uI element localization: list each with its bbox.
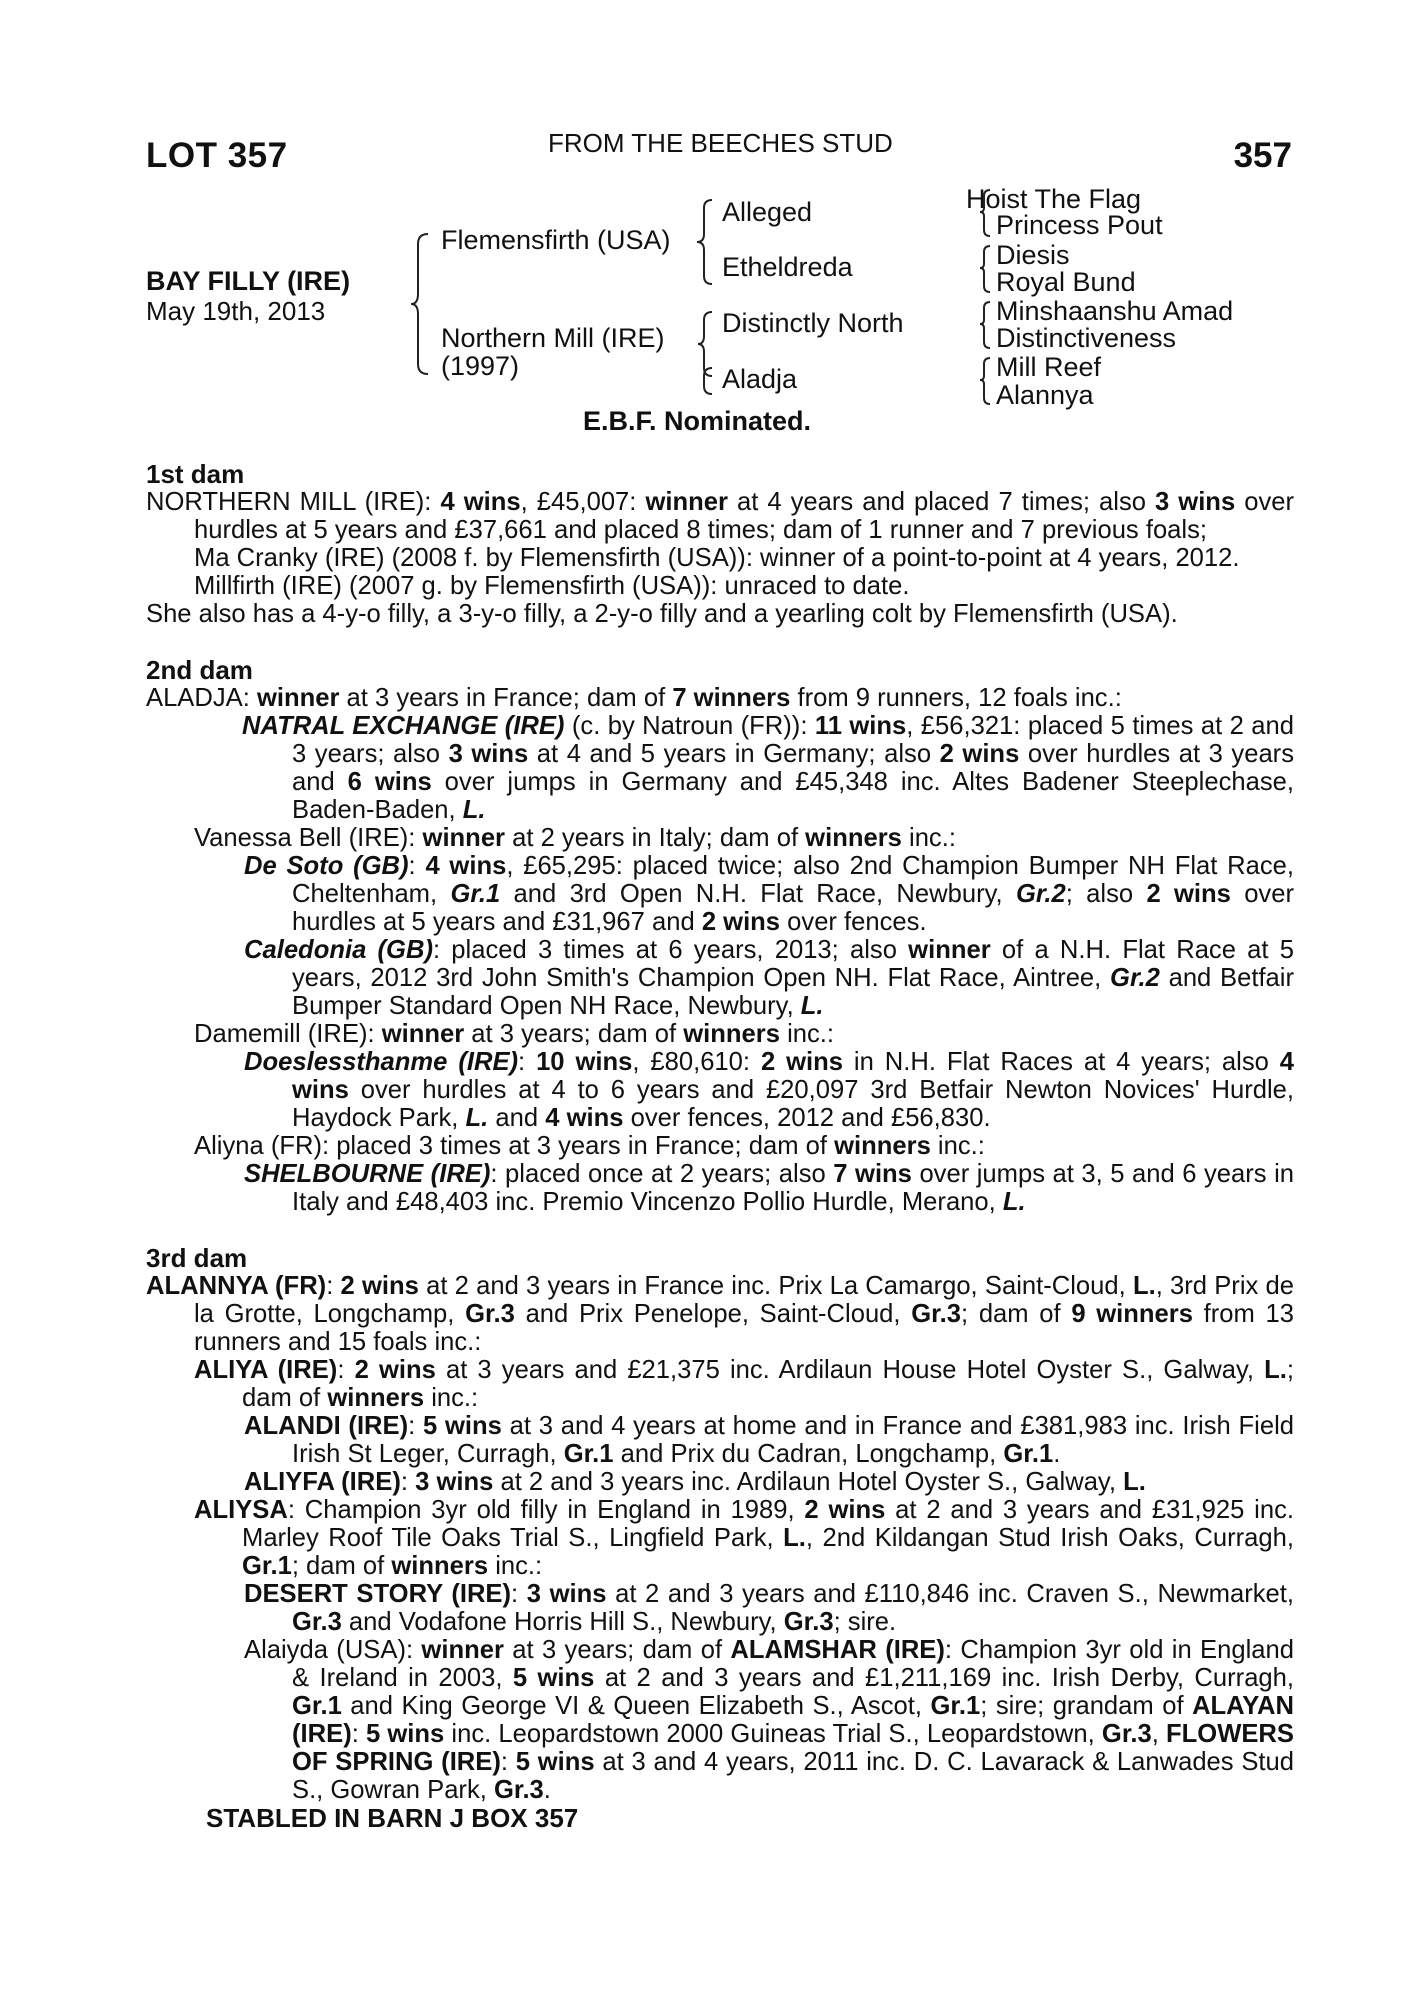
record-paragraph: ALANNYA (FR): 2 wins at 2 and 3 years in France inc. Prix La Camargo, Saint-Cloud, L., 3rd Prix de la Grotte, Longchamp, Gr.3 and Prix Penelope, Saint-Cloud, Gr.3; dam of 9 winners from 13 runners and 15 foals inc.: (146, 1272, 1294, 1356)
record-paragraph: ALIYFA (IRE): 3 wins at 2 and 3 years inc. Ardilaun Hotel Oyster S., Galway, L. (244, 1468, 1146, 1496)
great-grandparent: Princess Pout (996, 210, 1163, 240)
great-grandparent: Hoist The Flag (966, 184, 1142, 214)
great-grandparent: Royal Bund (996, 267, 1136, 297)
ebf-nomination: E.B.F. Nominated. (583, 406, 812, 436)
foaling-date: May 19th, 2013 (146, 296, 326, 326)
granddam-dam: Aladja (722, 364, 798, 394)
great-grandparent: Distinctiveness (996, 323, 1177, 353)
race-record (146, 460, 1294, 1832)
pedigree-brackets (0, 0, 1428, 420)
record-paragraph: ALANDI (IRE): 5 wins at 3 and 4 years at home and in France and £381,983 inc. Irish Field Irish St Leger, Curragh, Gr.1 and Prix du Cadran, Longchamp, Gr.1. (244, 1412, 1294, 1468)
record-paragraph: De Soto (GB): 4 wins, £65,295: placed twice; also 2nd Champion Bumper NH Flat Race, Cheltenham, Gr.1 and 3rd Open N.H. Flat Race, Newbury, Gr.2; also 2 wins over hurdles at 5 years and £31,967 and 2 wins over fences. (244, 852, 1294, 936)
record-paragraph: Doeslessthanme (IRE): 10 wins, £80,610: 2 wins in N.H. Flat Races at 4 years; also 4 wins over hurdles at 4 to 6 years and £20,097 3rd Betfair Newton Novices' Hurdle, Haydock Park, L. and 4 wins over fences, 2012 and £56,830. (244, 1048, 1295, 1132)
record-paragraph: NORTHERN MILL (IRE): 4 wins, £45,007: winner at 4 years and placed 7 times; also 3 wins over hurdles at 5 years and £37,661 and placed 8 times; dam of 1 runner and 7 previous foals; (146, 488, 1295, 544)
consignor: FROM THE BEECHES STUD (548, 128, 893, 158)
record-paragraph: ALADJA: winner at 3 years in France; dam of 7 winners from 9 runners, 12 foals inc.: (146, 684, 1122, 712)
great-grandparent: Diesis (996, 240, 1070, 270)
stabling-note: STABLED IN BARN J BOX 357 (206, 1803, 579, 1833)
record-paragraph: Damemill (IRE): winner at 3 years; dam of winners inc.: (194, 1020, 835, 1048)
record-paragraph: Vanessa Bell (IRE): winner at 2 years in Italy; dam of winners inc.: (194, 824, 956, 852)
great-grandparent: Alannya (996, 380, 1094, 410)
section-heading: 1st dam (146, 459, 245, 489)
sire: Flemensfirth (USA) (441, 225, 671, 255)
granddam-sire: Etheldreda (722, 252, 853, 282)
record-paragraph: DESERT STORY (IRE): 3 wins at 2 and 3 years and £110,846 inc. Craven S., Newmarket, Gr.3 and Vodafone Horris Hill S., Newbury, Gr.3; sire. (244, 1580, 1294, 1636)
record-paragraph: Ma Cranky (IRE) (2008 f. by Flemensfirth (USA)): winner of a point-to-point at 4 years, 2012. (194, 544, 1240, 572)
lot-label: LOT 357 (146, 136, 288, 175)
record-paragraph: She also has a 4-y-o filly, a 3-y-o filly, a 2-y-o filly and a yearling colt by Flemensfirth (USA). (146, 600, 1178, 628)
section-heading: 3rd dam (146, 1243, 248, 1273)
horse-description: BAY FILLY (IRE) (146, 266, 351, 296)
record-paragraph: Aliyna (FR): placed 3 times at 3 years in France; dam of winners inc.: (194, 1132, 985, 1160)
dam-year: (1997) (441, 351, 520, 381)
lot-number: 357 (1233, 136, 1292, 175)
section-heading: 2nd dam (146, 655, 253, 685)
grandsire-dam: Distinctly North (722, 308, 904, 338)
record-paragraph: Alaiyda (USA): winner at 3 years; dam of ALAMSHAR (IRE): Champion 3yr old in England & Ireland in 2003, 5 wins at 2 and 3 years and £1,211,169 inc. Irish Derby, Curragh, Gr.1 and King George VI & Queen Elizabeth S., Ascot, Gr.1; sire; grandam of ALAYAN (IRE): 5 wins inc. Leopardstown 2000 Guineas Trial S., Leopardstown, Gr.3, FLOWERS OF SPRING (IRE): 5 wins at 3 and 4 years, 2011 inc. D. C. Lavarack & Lanwades Stud S., Gowran Park, Gr.3. (244, 1636, 1295, 1804)
record-paragraph: ALIYSA: Champion 3yr old filly in England in 1989, 2 wins at 2 and 3 years and £31,925 inc. Marley Roof Tile Oaks Trial S., Lingfield Park, L., 2nd Kildangan Stud Irish Oaks, Curragh, Gr.1; dam of winners inc.: (194, 1496, 1294, 1580)
record-paragraph: ALIYA (IRE): 2 wins at 3 years and £21,375 inc. Ardilaun House Hotel Oyster S., Galway, L.; dam of winners inc.: (194, 1356, 1294, 1412)
great-grandparent: Mill Reef (996, 352, 1102, 382)
grandsire-sire: Alleged (722, 197, 813, 227)
gen3-brackets (960, 186, 1020, 416)
dam: Northern Mill (IRE) (441, 323, 665, 353)
record-paragraph: Caledonia (GB): placed 3 times at 6 years, 2013; also winner of a N.H. Flat Race at 5 years, 2012 3rd John Smith's Champion Open NH. Flat Race, Aintree, Gr.2 and Betfair Bumper Standard Open NH Race, Newbury, L. (244, 936, 1294, 1020)
great-grandparent: Minshaanshu Amad (996, 296, 1234, 326)
record-paragraph: SHELBOURNE (IRE): placed once at 2 years; also 7 wins over jumps at 3, 5 and 6 years in Italy and £48,403 inc. Premio Vincenzo Pollio Hurdle, Merano, L. (244, 1160, 1294, 1216)
record-paragraph: NATRAL EXCHANGE (IRE) (c. by Natroun (FR)): 11 wins, £56,321: placed 5 times at 2 and 3 years; also 3 wins at 4 and 5 years in Germany; also 2 wins over hurdles at 3 years and 6 wins over jumps in Germany and £45,348 inc. Altes Badener Steeplechase, Baden-Baden, L. (242, 712, 1295, 824)
record-paragraph: Millfirth (IRE) (2007 g. by Flemensfirth (USA)): unraced to date. (194, 572, 910, 600)
